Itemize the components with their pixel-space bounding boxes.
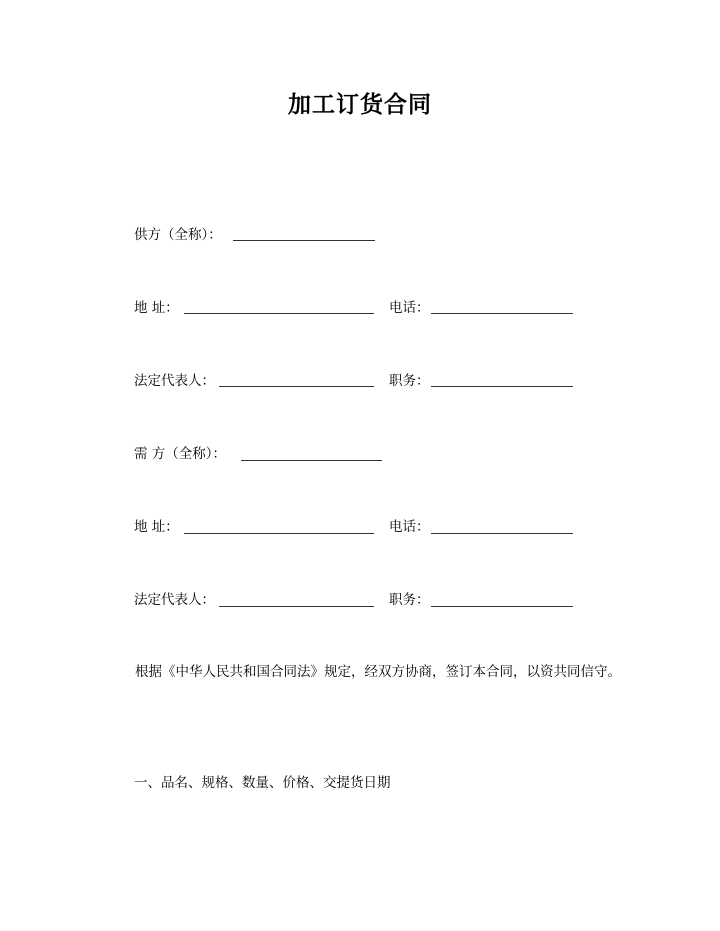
- intro-paragraph: 根据《中华人民共和国合同法》规定，经双方协商，签订本合同，以资共同信守。: [135, 664, 621, 680]
- buyer-address-field[interactable]: [184, 533, 374, 534]
- supplier-name-label: 供方（全称）：: [134, 227, 222, 243]
- buyer-rep-label: 法定代表人：: [134, 592, 215, 608]
- buyer-name-field[interactable]: [241, 460, 382, 461]
- supplier-phone-field[interactable]: [431, 313, 573, 314]
- supplier-name-field[interactable]: [233, 240, 375, 241]
- supplier-address-field[interactable]: [184, 313, 374, 314]
- supplier-position-field[interactable]: [431, 386, 573, 387]
- supplier-position-label: 职务：: [389, 373, 430, 389]
- buyer-rep-field[interactable]: [219, 606, 374, 607]
- supplier-rep-field[interactable]: [219, 386, 374, 387]
- buyer-name-label: 需 方（全称）：: [134, 446, 227, 462]
- buyer-phone-label: 电话：: [389, 519, 430, 535]
- supplier-phone-label: 电话：: [389, 300, 430, 316]
- buyer-address-label: 地 址：: [134, 519, 179, 535]
- buyer-phone-field[interactable]: [431, 533, 573, 534]
- section-1-heading: 一、品名、规格、数量、价格、交提货日期: [134, 775, 391, 791]
- supplier-rep-label: 法定代表人：: [134, 373, 215, 389]
- buyer-position-field[interactable]: [431, 606, 573, 607]
- document-title: 加工订货合同: [288, 92, 432, 118]
- supplier-address-label: 地 址：: [134, 300, 179, 316]
- buyer-position-label: 职务：: [389, 592, 430, 608]
